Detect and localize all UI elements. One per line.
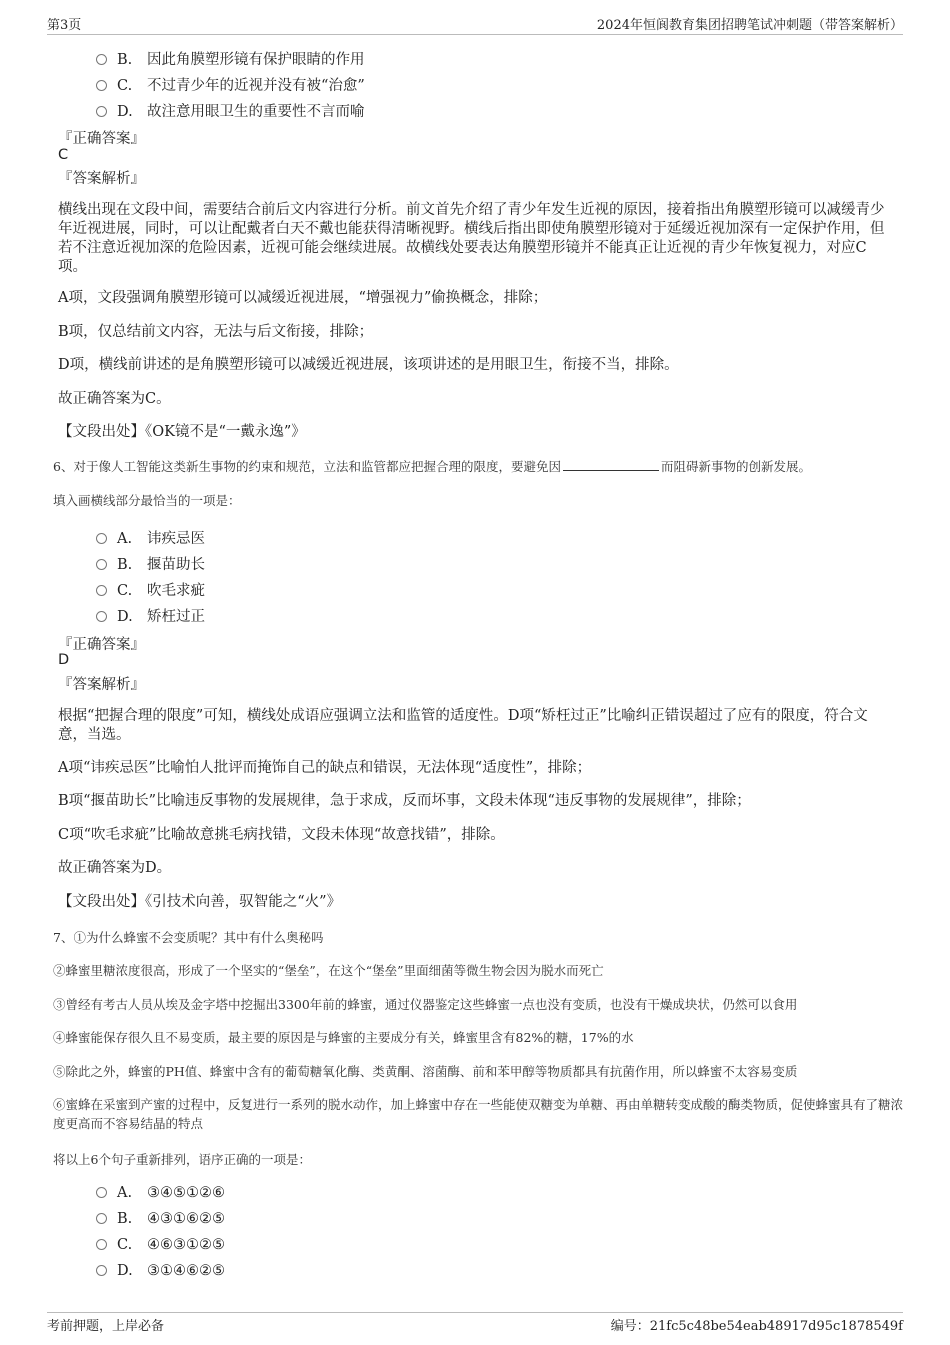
q7-option-c[interactable]: C. ④⑥③①②⑤	[96, 1237, 225, 1253]
q6-analysis-c: C项“吹毛求疵”比喻故意挑毛病找错，文段未体现“故意找错”，排除。	[58, 827, 505, 843]
q7-option-b[interactable]: B. ④③①⑥②⑤	[96, 1211, 225, 1227]
footer-slogan: 考前押题，上岸必备	[47, 1319, 165, 1334]
q7-option-a[interactable]: A. ③④⑤①②⑥	[96, 1185, 225, 1201]
page-footer	[47, 1312, 903, 1335]
page-number: 第3页	[47, 18, 82, 33]
q7-sentence-4: ④蜂蜜能保存很久且不易变质，最主要的原因是与蜂蜜的主要成分有关，蜂蜜里含有82%的糖，17%的水	[53, 1030, 634, 1045]
q6-stem: 6、对于像人工智能这类新生事物的约束和规范，立法和监管都应把握合理的限度，要避免因 而阻碍新事物的创新发展。	[53, 459, 811, 474]
radio-icon[interactable]	[96, 106, 107, 117]
document-title: 2024年恒阆教育集团招聘笔试冲刺题（带答案解析）	[596, 18, 903, 33]
fill-blank	[563, 458, 659, 471]
radio-icon[interactable]	[96, 611, 107, 622]
q6-prompt: 填入画横线部分最恰当的一项是：	[53, 493, 241, 508]
q7-sentence-2: ②蜂蜜里糖浓度很高，形成了一个坚实的“堡垒”，在这个“堡垒”里面细菌等微生物会因为脱水而死亡	[53, 963, 604, 978]
q6-option-c[interactable]: C. 吹毛求疵	[96, 579, 205, 600]
radio-icon[interactable]	[96, 54, 107, 65]
radio-icon[interactable]	[96, 559, 107, 570]
q5-source: 【文段出处】《OK镜不是“一戴永逸”》	[58, 424, 306, 440]
radio-icon[interactable]	[96, 1187, 107, 1198]
radio-icon[interactable]	[96, 1239, 107, 1250]
q5-analysis-main: 横线出现在文段中间，需要结合前后文内容进行分析。前文首先介绍了青少年发生近视的原因，接着指出角膜塑形镜可以减缓青少年近视进展，同时，可以让配戴者白天不戴也能获得清晰视野。横线后指出即使角膜塑形镜对于延缓近视加深有一定保护作用，但若不注意近视加深的危险因素，近视可能会继续进展。故横线处要表达角膜塑形镜并不能真正让近视的青少年恢复视力，对应C项。	[58, 202, 885, 275]
q7-sentence-6: ⑥蜜蜂在采蜜到产蜜的过程中，反复进行一系列的脱水动作，加上蜂蜜中存在一些能使双糖变为单糖、再由单糖转变成酸的酶类物质，促使蜂蜜具有了糖浓度更高而不容易结晶的特点	[53, 1097, 904, 1131]
radio-icon[interactable]	[96, 1265, 107, 1276]
q5-option-d[interactable]: D. 故注意用眼卫生的重要性不言而喻	[96, 100, 365, 121]
q5-conclusion: 故正确答案为C。	[58, 391, 171, 407]
q6-source: 【文段出处】《引技术向善，驭智能之“火”》	[58, 894, 342, 910]
q5-option-c[interactable]: C. 不过青少年的近视并没有被“治愈”	[96, 74, 365, 95]
q7-option-d[interactable]: D. ③①④⑥②⑤	[96, 1263, 225, 1279]
analysis-label: 『答案解析』	[58, 171, 145, 187]
q6-answer: D	[58, 652, 70, 668]
q6-analysis-main: 根据“把握合理的限度”可知，横线处成语应强调立法和监管的适度性。D项“矫枉过正”比喻纠正错误超过了应有的限度，符合文意，当选。	[58, 708, 868, 743]
q6-option-b[interactable]: B. 揠苗助长	[96, 553, 205, 574]
q6-conclusion: 故正确答案为D。	[58, 860, 172, 876]
radio-icon[interactable]	[96, 1213, 107, 1224]
q5-analysis-a: A项，文段强调角膜塑形镜可以减缓近视进展，“增强视力”偷换概念，排除；	[58, 290, 548, 306]
radio-icon[interactable]	[96, 80, 107, 91]
q6-option-d[interactable]: D. 矫枉过正	[96, 605, 205, 626]
q5-option-b[interactable]: B. 因此角膜塑形镜有保护眼睛的作用	[96, 48, 365, 69]
document-id: 编号：21fc5c48be54eab48917d95c1878549f	[610, 1319, 903, 1334]
q5-analysis-d: D项，横线前讲述的是角膜塑形镜可以减缓近视进展，该项讲述的是用眼卫生，衔接不当，排除。	[58, 357, 679, 373]
radio-icon[interactable]	[96, 533, 107, 544]
q7-sentence-1: 7、①为什么蜂蜜不会变质呢？其中有什么奥秘吗	[53, 930, 324, 945]
answer-label: 『正确答案』	[58, 131, 145, 147]
q6-option-a[interactable]: A. 讳疾忌医	[96, 527, 205, 548]
q7-prompt: 将以上6个句子重新排列，语序正确的一项是：	[53, 1152, 311, 1167]
answer-label: 『正确答案』	[58, 637, 145, 653]
q6-analysis-b: B项“揠苗助长”比喻违反事物的发展规律，急于求成，反而坏事，文段未体现“违反事物的发展规律”，排除；	[58, 793, 751, 809]
page-header	[47, 14, 903, 35]
q7-sentence-5: ⑤除此之外，蜂蜜的PH值、蜂蜜中含有的葡萄糖氧化酶、类黄酮、溶菌酶、前和苯甲醇等物质都具有抗菌作用，所以蜂蜜不太容易变质	[53, 1064, 798, 1079]
q7-sentence-3: ③曾经有考古人员从埃及金字塔中挖掘出3300年前的蜂蜜，通过仪器鉴定这些蜂蜜一点也没有变质，也没有干燥成块状，仍然可以食用	[53, 997, 798, 1012]
q5-analysis-b: B项，仅总结前文内容，无法与后文衔接，排除；	[58, 324, 374, 340]
analysis-label: 『答案解析』	[58, 677, 145, 693]
q6-analysis-a: A项“讳疾忌医”比喻怕人批评而掩饰自己的缺点和错误，无法体现“适度性”，排除；	[58, 760, 592, 776]
radio-icon[interactable]	[96, 585, 107, 596]
q5-answer: C	[58, 147, 69, 163]
